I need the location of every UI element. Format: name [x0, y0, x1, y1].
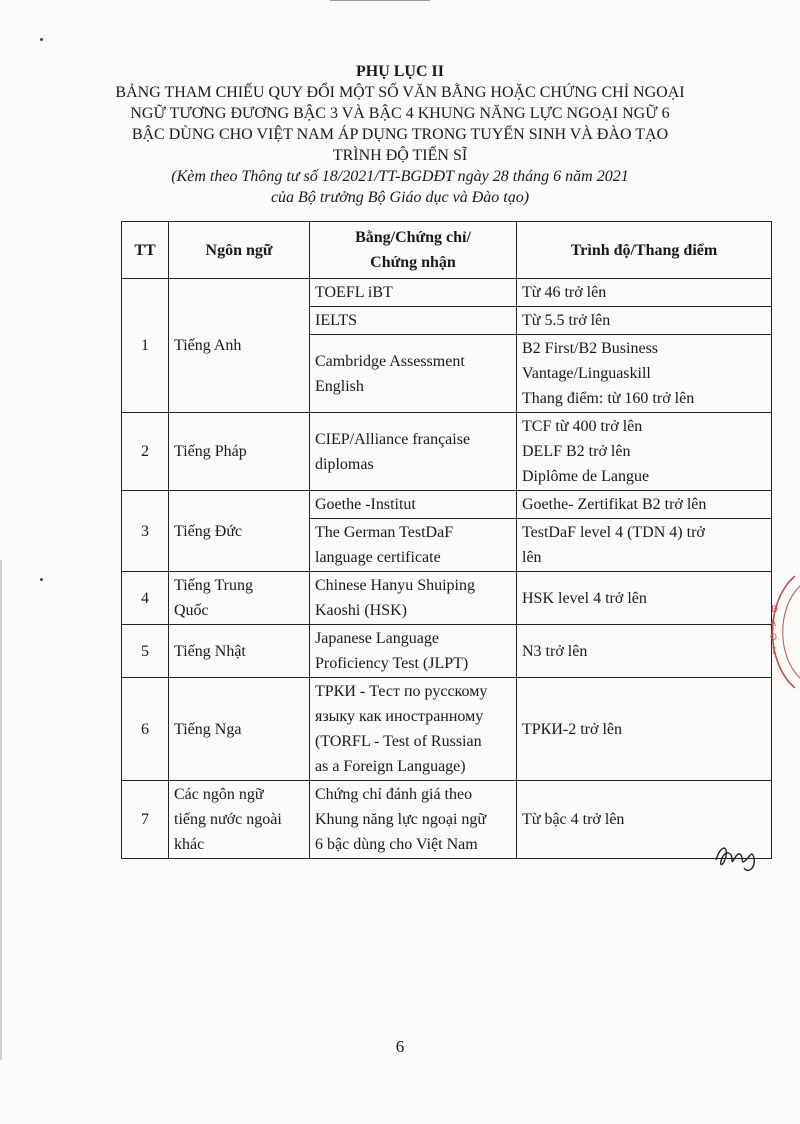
cell-language [169, 572, 310, 625]
cell-tt: 5 [122, 625, 169, 678]
cell-language-line: tiếng nước ngoài [174, 811, 282, 828]
cell-language [169, 413, 310, 491]
cell-language-line: Tiếng Nga [174, 720, 242, 738]
cell-level [517, 335, 772, 413]
cell-language-line: Tiếng Pháp [174, 443, 247, 460]
cell-language-line: Các ngôn ngữ [174, 786, 264, 803]
cell-level-line: Từ bậc 4 trở lên [522, 811, 625, 828]
table-body [122, 279, 772, 859]
cell-certificate-line: language certificate [315, 549, 441, 566]
cell-level [517, 279, 772, 307]
cell-certificate-line: Khung năng lực ngoại ngữ [315, 811, 487, 828]
cell-certificate-line: Proficiency Test (JLPT) [315, 655, 469, 672]
cell-language-line: Tiếng Nhật [174, 642, 246, 660]
header-certificate [310, 222, 517, 279]
cell-level-line: Goethe- Zertifikat B2 trở lên [522, 496, 707, 513]
cell-certificate-line: 6 bậc dùng cho Việt Nam [315, 836, 478, 853]
title-line: BẬC DÙNG CHO VIỆT NAM ÁP DỤNG TRONG TUYỂN SINH VÀ ĐÀO TẠO [131, 126, 669, 143]
cell-certificate-line: CIEP/Alliance française [315, 430, 471, 448]
cell-level [517, 678, 772, 781]
appendix-heading: PHỤ LỤC II [355, 63, 444, 80]
note-line: của Bộ trưởng Bộ Giáo dục và Đào tạo) [270, 189, 530, 206]
cell-level-line: ТРКИ-2 trở lên [522, 720, 623, 738]
cell-certificate-line: Kaoshi (HSK) [315, 602, 407, 619]
cell-tt: 3 [122, 491, 169, 572]
cell-certificate [310, 572, 517, 625]
header-language: Ngôn ngữ [169, 222, 310, 279]
cell-language-line: khác [174, 836, 205, 853]
cell-level [517, 413, 772, 491]
title-line: TRÌNH ĐỘ TIẾN SĨ [332, 147, 468, 164]
cell-language [169, 491, 310, 572]
cell-certificate [310, 519, 517, 572]
header-tt: TT [122, 222, 169, 279]
table-row [122, 625, 772, 678]
cell-level-line: N3 trở lên [522, 642, 588, 660]
cell-certificate-line: ТРКИ - Тест по русскому [315, 683, 488, 700]
scan-edge-mark [330, 0, 430, 1]
cell-certificate-line: Chinese Hanyu Shuiping [315, 577, 475, 594]
cell-tt: 1 [122, 279, 169, 413]
cell-certificate-line: Cambridge Assessment [315, 352, 465, 370]
cell-level-line: lên [522, 549, 542, 566]
cell-certificate [310, 781, 517, 859]
scan-speck [40, 38, 43, 41]
cell-level-line: B2 First/B2 Business [522, 340, 659, 357]
cell-tt: 7 [122, 781, 169, 859]
table-row [122, 678, 772, 781]
cell-level [517, 307, 772, 335]
cell-certificate [310, 307, 517, 335]
cell-certificate-line: English [315, 377, 364, 395]
cell-level-line: TCF từ 400 trở lên [522, 418, 643, 435]
svg-text:À: À [770, 619, 777, 629]
cell-certificate [310, 491, 517, 519]
cell-language [169, 781, 310, 859]
header-certificate-line: Chứng nhận [370, 254, 456, 271]
cell-language [169, 678, 310, 781]
reference-table [121, 221, 772, 859]
cell-level-line: Thang điểm: từ 160 trở lên [522, 390, 695, 407]
cell-tt: 2 [122, 413, 169, 491]
cell-certificate-line: IELTS [315, 312, 358, 329]
cell-certificate-line: (TORFL - Test of Russian [315, 733, 482, 750]
cell-level-line: Từ 5.5 trở lên [522, 312, 611, 329]
scan-speck [40, 578, 43, 581]
cell-certificate [310, 279, 517, 307]
document-header [0, 62, 800, 208]
official-seal-edge [755, 572, 800, 692]
cell-tt: 4 [122, 572, 169, 625]
legal-reference-note [0, 166, 800, 208]
cell-level-line: HSK level 4 trở lên [522, 589, 647, 607]
note-line: (Kèm theo Thông tư số 18/2021/TT-BGDĐT ngày 28 tháng 6 năm 2021 [171, 168, 629, 185]
cell-level [517, 572, 772, 625]
svg-text:Đ: Đ [771, 605, 778, 615]
cell-level-line: Từ 46 trở lên [522, 284, 607, 301]
cell-language-line: Tiếng Trung [174, 577, 254, 594]
cell-level-line: TestDaF level 4 (TDN 4) trở [522, 524, 705, 541]
table-row [122, 279, 772, 307]
cell-certificate-line: as a Foreign Language) [315, 758, 466, 775]
cell-certificate-line: Goethe -Institut [315, 496, 416, 513]
cell-level-line: Vantage/Linguaskill [522, 365, 651, 382]
cell-certificate-line: The German TestDaF [315, 524, 454, 541]
cell-certificate-line: Japanese Language [315, 630, 439, 647]
table-header-row [122, 222, 772, 279]
cell-language-line: Quốc [174, 602, 209, 619]
cell-level-line: DELF B2 trở lên [522, 443, 631, 460]
scan-margin-shadow [0, 560, 2, 1060]
cell-level [517, 519, 772, 572]
table-row [122, 572, 772, 625]
cell-level [517, 625, 772, 678]
svg-text:T: T [771, 647, 777, 657]
cell-certificate-line: TOEFL iBT [315, 284, 393, 301]
cell-level-line: Diplôme de Langue [522, 468, 650, 485]
table-row [122, 781, 772, 859]
header-certificate-line: Bằng/Chứng chỉ/ [355, 229, 471, 246]
title-line: NGỮ TƯƠNG ĐƯƠNG BẬC 3 VÀ BẬC 4 KHUNG NĂNG LỰC NGOẠI NGỮ 6 [130, 105, 670, 122]
document-title [0, 82, 800, 166]
cell-certificate [310, 625, 517, 678]
cell-tt: 6 [122, 678, 169, 781]
cell-language [169, 279, 310, 413]
page-number: 6 [395, 1037, 405, 1056]
cell-level [517, 491, 772, 519]
cell-certificate-line: языку как иностранному [315, 708, 484, 725]
cell-certificate [310, 335, 517, 413]
cell-certificate [310, 413, 517, 491]
table-row [122, 413, 772, 491]
cell-language [169, 625, 310, 678]
signature-mark [710, 838, 770, 878]
table-row [122, 491, 772, 519]
svg-text:O: O [770, 633, 778, 643]
header-level: Trình độ/Thang điểm [517, 222, 772, 279]
cell-certificate-line: Chứng chỉ đánh giá theo [315, 786, 473, 803]
cell-language-line: Tiếng Đức [174, 522, 243, 540]
cell-language-line: Tiếng Anh [174, 337, 242, 354]
title-line: BẢNG THAM CHIẾU QUY ĐỔI MỘT SỐ VĂN BẰNG HOẶC CHỨNG CHỈ NGOẠI [115, 84, 685, 101]
cell-certificate [310, 678, 517, 781]
cell-certificate-line: diplomas [315, 455, 374, 473]
